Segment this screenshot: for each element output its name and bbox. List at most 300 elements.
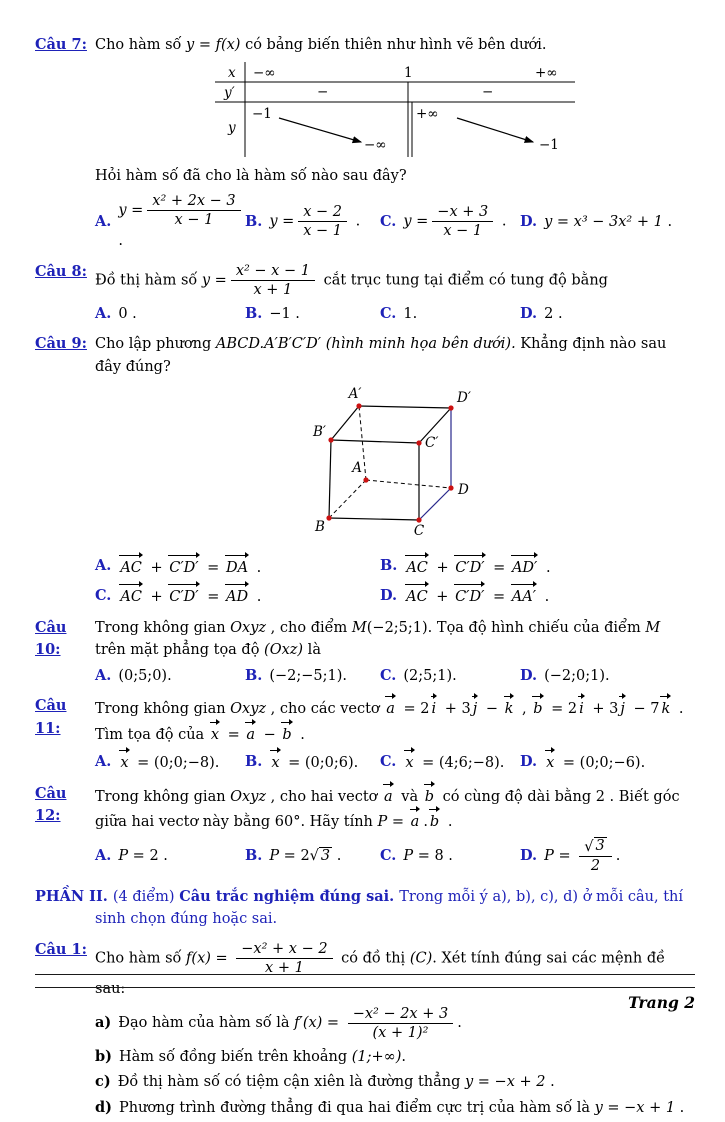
text: (2;5;1). — [403, 667, 457, 684]
vector-name: x — [210, 726, 219, 743]
vertex-dot — [448, 486, 453, 491]
option-letter: C. — [380, 666, 397, 684]
math-text: P — [118, 847, 129, 864]
vertex-dot — [416, 518, 421, 523]
text: Trong không gian — [95, 788, 231, 805]
question-7-label: Câu 7: — [35, 36, 87, 53]
math-text: y = f(x) — [186, 37, 241, 53]
text: − 7 — [628, 701, 660, 718]
option-letter: B. — [245, 304, 263, 322]
vertex-label-a: A — [352, 460, 362, 477]
math-text: y = −x + 1 — [594, 1099, 676, 1116]
text: Hàm số đồng biến trên khoảng — [119, 1048, 352, 1065]
option-a — [95, 665, 245, 687]
statement-label: b) — [95, 1047, 112, 1065]
text: . — [545, 1074, 555, 1091]
vector-name: j — [620, 701, 625, 718]
option-c — [380, 749, 520, 774]
question-9-body — [95, 333, 695, 609]
option-b — [245, 202, 380, 241]
option-a — [95, 845, 245, 867]
text: cắt trục tung tại điểm có tung độ bằng — [318, 272, 608, 289]
math-text: x − 2 — [303, 204, 343, 221]
text: Đạo hàm của hàm số là — [118, 1015, 295, 1032]
vector-name: b — [282, 726, 292, 743]
bbt-y-label: y — [228, 120, 236, 137]
text: (−2;0;1). — [544, 667, 610, 684]
text: . — [457, 1015, 462, 1032]
question-10 — [35, 617, 695, 688]
math-text: x + 1 — [265, 960, 304, 977]
text: − — [481, 701, 503, 718]
option-content — [118, 665, 171, 687]
math-text: P — [403, 847, 414, 864]
footer-rule-top — [35, 974, 695, 975]
text: . — [252, 589, 262, 606]
option-content — [118, 303, 136, 325]
text: = (0;0;−6). — [558, 755, 646, 772]
part-2-heading — [35, 886, 695, 931]
text: Cho lập phương — [95, 336, 216, 353]
math-text: (Oxz) — [264, 642, 304, 659]
option-letter: A. — [95, 304, 112, 322]
math-text: −x + 3 — [437, 204, 489, 221]
text: Trong không gian — [95, 701, 231, 718]
text: , cho điểm — [266, 619, 352, 636]
math-text: x − 1 — [443, 223, 483, 240]
vertex-dot — [326, 516, 331, 521]
math-text: −x² + x − 2 — [241, 940, 328, 957]
decrease-arrow-left — [279, 118, 361, 142]
vector-name: k — [504, 701, 514, 718]
option-b — [245, 665, 380, 687]
vector — [385, 695, 398, 720]
option-d — [520, 749, 695, 774]
option-content — [404, 583, 549, 608]
vertex-label-d: D — [458, 482, 469, 499]
vector — [545, 749, 557, 774]
text: = — [488, 559, 510, 576]
option-letter: A. — [95, 846, 112, 864]
text: . — [497, 213, 507, 230]
numerator — [432, 203, 493, 221]
text: Đồ thị hàm số — [95, 272, 202, 289]
text: . — [540, 589, 550, 606]
footer-rule-bottom — [35, 987, 695, 988]
text: , cho các vectơ — [266, 701, 385, 718]
option-letter: D. — [520, 212, 538, 230]
option-content — [403, 303, 417, 325]
page-footer — [35, 974, 695, 1012]
text: + 3 — [587, 701, 619, 718]
numerator — [231, 262, 315, 280]
variation-table — [215, 62, 575, 157]
vertex-label-b: B — [315, 519, 325, 536]
vector-name: k — [661, 701, 671, 718]
cube-vertex-labels — [312, 386, 471, 539]
text: = (0;0;−8). — [132, 755, 220, 772]
vector — [424, 783, 437, 808]
option-letter: A. — [95, 557, 112, 575]
square-root — [310, 847, 332, 865]
cube-figure — [311, 384, 479, 542]
text: + — [431, 559, 454, 576]
math-text: y = x³ − 3x² + 1 — [544, 213, 663, 230]
vector — [660, 695, 673, 720]
radical-sign-icon: √ — [584, 838, 594, 855]
numerator — [147, 192, 240, 210]
option-content — [118, 554, 261, 579]
question-11-intro — [95, 695, 695, 746]
option-content — [269, 749, 358, 774]
text: = — [387, 814, 409, 830]
text: = 2 — [546, 701, 578, 718]
option-content — [269, 202, 360, 241]
option-letter: B. — [245, 666, 263, 684]
question-11-options — [95, 749, 695, 774]
option-c — [380, 665, 520, 687]
vector-name: AD′ — [511, 559, 538, 576]
text: . — [443, 814, 453, 830]
text: (0;5;0). — [118, 667, 172, 684]
statement-c — [95, 1071, 695, 1093]
text: có cùng độ dài bằng 2 . Biết góc giữa hai vectơ này bằng 60°. Hãy tính — [95, 788, 680, 830]
text: + 3 — [440, 701, 471, 718]
vector — [405, 583, 431, 608]
fraction — [579, 837, 611, 875]
option-a — [95, 303, 245, 325]
question-10-label: Câu 10: — [35, 618, 67, 659]
option-content — [403, 845, 453, 867]
cube-solid-edges — [329, 406, 451, 520]
denominator — [432, 221, 493, 240]
option-letter: A. — [95, 212, 112, 230]
vector-name: b — [424, 788, 435, 805]
option-b — [245, 749, 380, 774]
text: = — [322, 1015, 344, 1032]
math-text: (C) — [409, 950, 433, 967]
option-content — [403, 202, 506, 241]
text: . — [401, 1048, 407, 1065]
math-text: (hình minh họa bên dưới). — [325, 336, 516, 353]
vector-name: AA′ — [511, 589, 536, 606]
fraction — [432, 203, 493, 240]
part2-question-1-label: Câu 1: — [35, 940, 87, 958]
vector — [168, 583, 201, 608]
vector-name: a — [246, 726, 256, 743]
text: Cho hàm số — [95, 950, 187, 967]
question-7-intro — [95, 34, 695, 56]
math-text: y = — [201, 272, 227, 289]
math-text: P — [377, 814, 388, 830]
question-12-label: Câu 12: — [35, 784, 67, 824]
text: . — [332, 847, 342, 864]
vector-name: C′D′ — [169, 559, 199, 576]
bbt-x-left: −∞ — [253, 65, 276, 82]
vector — [619, 695, 628, 720]
math-text: −x² − 2x + 3 — [352, 1005, 449, 1022]
denominator — [231, 280, 315, 299]
bold-text: PHẦN II. — [35, 887, 113, 905]
question-12-intro — [95, 783, 695, 834]
vector — [225, 554, 251, 579]
statement-label: c) — [95, 1073, 111, 1091]
option-content — [118, 191, 245, 253]
statement-b — [95, 1046, 695, 1068]
option-d — [520, 665, 695, 687]
text: (−2;5;1). Tọa độ hình chiếu của điểm — [366, 619, 646, 636]
vector — [504, 695, 517, 720]
question-11 — [35, 695, 695, 775]
question-9-label: Câu 9: — [35, 335, 87, 353]
statement-label: d) — [95, 1098, 112, 1116]
text: = — [202, 559, 224, 576]
vertex-label-c-prime: C′ — [425, 435, 439, 452]
math-text: x² − x − 1 — [235, 262, 310, 279]
option-content — [118, 583, 261, 608]
vector-name: C′D′ — [455, 589, 485, 606]
cube-figure-wrap — [95, 384, 695, 549]
math-text: x² + 2x − 3 — [152, 192, 236, 209]
statement-label: a) — [95, 1014, 112, 1032]
option-letter: C. — [380, 304, 397, 322]
vector-name: a — [410, 814, 420, 830]
vertex-label-b-prime: B′ — [313, 424, 326, 441]
text: − — [259, 726, 281, 743]
bbt-y-bottom-right: −1 — [539, 137, 559, 154]
vector — [431, 695, 440, 720]
radicand — [594, 837, 607, 855]
option-content — [544, 211, 672, 233]
radicand — [319, 847, 332, 865]
vector-name: x — [271, 755, 280, 772]
option-letter: B. — [380, 557, 398, 575]
question-9 — [35, 333, 695, 609]
vector-name: b — [429, 814, 440, 830]
math-text: y = — [269, 213, 295, 230]
vector — [404, 749, 416, 774]
text: −1 . — [269, 305, 300, 322]
option-content — [544, 749, 645, 774]
math-text: y = — [403, 213, 429, 230]
option-content — [403, 665, 456, 687]
question-12-body — [95, 783, 695, 877]
text: Đồ thị hàm số có tiệm cận xiên là đường thẳng — [117, 1074, 465, 1091]
option-d — [520, 303, 695, 325]
vertex-label-a-prime: A′ — [348, 386, 362, 403]
vertex-label-c: C — [413, 523, 425, 540]
question-8 — [35, 261, 695, 327]
option-content — [404, 554, 550, 579]
text: = — [202, 589, 224, 606]
text: và — [396, 788, 423, 805]
vertex-dot — [328, 438, 333, 443]
vector-name: a — [384, 788, 393, 805]
text: + — [145, 559, 168, 576]
vector — [225, 583, 251, 608]
text: = (0;0;6). — [283, 755, 359, 772]
vector — [454, 554, 487, 579]
option-c — [380, 202, 520, 241]
bold-text: Câu trắc nghiệm đúng sai. — [179, 887, 400, 905]
option-letter: D. — [520, 752, 538, 770]
bbt-yprime-right: − — [482, 84, 494, 101]
option-letter: A. — [95, 752, 112, 770]
text: . Tìm tọa độ của — [95, 701, 684, 743]
text: Hỏi hàm số đã cho là hàm số nào sau đây? — [95, 168, 407, 185]
text: là — [303, 642, 321, 659]
option-c — [380, 303, 520, 325]
math-text: ABCD.A′B′C′D′ — [215, 336, 322, 353]
question-10-intro — [95, 617, 695, 662]
bbt-y-bottom-left: −∞ — [364, 137, 387, 154]
question-8-options — [95, 303, 695, 325]
math-text: f′(x) — [294, 1015, 323, 1032]
option-content — [544, 665, 610, 687]
math-text: Oxyz — [230, 701, 267, 718]
part2-question-1 — [35, 939, 695, 1122]
vector — [511, 583, 539, 608]
vector — [168, 554, 201, 579]
text: + — [431, 589, 454, 606]
option-content — [269, 303, 300, 325]
math-text: f(x) — [186, 950, 211, 967]
option-letter: B. — [245, 212, 263, 230]
text: = — [210, 950, 233, 967]
vector — [383, 783, 396, 808]
option-d — [380, 583, 695, 608]
denominator — [579, 856, 611, 875]
denominator — [298, 221, 347, 240]
math-text: 2 — [590, 857, 601, 874]
option-content — [118, 845, 168, 867]
vector — [429, 808, 442, 833]
question-12 — [35, 783, 695, 877]
vertex-label-d-prime: D′ — [457, 390, 471, 407]
text: 1. — [403, 305, 418, 322]
vector-name: i — [431, 701, 437, 718]
question-7-options — [95, 191, 695, 253]
cube-hidden-edges — [329, 406, 451, 518]
option-b — [245, 303, 380, 325]
statement-content — [118, 1074, 555, 1090]
question-9-options — [95, 554, 695, 609]
text: Cho hàm số — [95, 37, 187, 53]
math-text: Oxyz — [230, 619, 267, 636]
vector-name: AC — [406, 559, 428, 576]
question-9-intro — [95, 333, 695, 378]
statement-content — [119, 1100, 684, 1116]
vector-name: AC — [120, 589, 142, 606]
vector-name: AC — [406, 589, 428, 606]
square-root — [584, 837, 606, 855]
vector — [405, 554, 431, 579]
option-content — [544, 303, 562, 325]
option-a — [95, 191, 245, 253]
math-text: M — [645, 619, 661, 636]
vector-name: i — [579, 701, 584, 718]
vector-name: a — [386, 701, 395, 718]
vertex-dot — [356, 404, 361, 409]
math-text: x − 1 — [174, 212, 214, 229]
vector — [210, 721, 222, 746]
math-text: y = −x + 2 — [465, 1074, 546, 1091]
option-content — [269, 665, 347, 687]
text: có đồ thị — [336, 950, 410, 967]
vector-name: x — [405, 755, 414, 772]
option-d — [520, 836, 695, 876]
vertex-dot — [448, 406, 453, 411]
text: Khẳng định nào sau đây đúng? — [95, 336, 667, 375]
vector — [245, 721, 258, 746]
math-text: M — [351, 619, 367, 636]
vector-name: x — [120, 755, 129, 772]
text: . Xét tính đúng sai các mệnh đề sau: — [95, 950, 666, 998]
text: . — [351, 213, 361, 230]
text: Phương trình đường thẳng đi qua hai điểm cực trị của hàm số là — [119, 1099, 595, 1116]
text: , — [517, 701, 532, 718]
text: . — [423, 814, 428, 830]
math-text: P — [544, 848, 554, 865]
vector — [532, 695, 545, 720]
option-letter: D. — [520, 304, 538, 322]
statement-content — [118, 1005, 462, 1041]
vector — [472, 695, 481, 720]
question-7-body — [95, 34, 695, 254]
fraction — [298, 203, 347, 240]
vector — [119, 583, 145, 608]
text: có bảng biến thiên như hình vẽ bên dưới. — [240, 37, 547, 53]
option-letter: D. — [520, 666, 538, 684]
vector-name: x — [546, 755, 555, 772]
option-b — [380, 554, 695, 579]
option-c — [95, 583, 380, 608]
math-text: (x + 1)² — [372, 1024, 429, 1041]
option-a — [95, 749, 245, 774]
question-12-options — [95, 836, 695, 876]
option-content — [269, 845, 341, 867]
vector — [281, 721, 294, 746]
page-number: Trang 2 — [628, 993, 695, 1012]
question-10-options — [95, 665, 695, 687]
bbt-x-mid: 1 — [404, 65, 413, 82]
text: = — [223, 726, 245, 743]
text: = 2 . — [128, 847, 168, 864]
option-letter: B. — [245, 846, 263, 864]
math-text: P — [269, 847, 280, 864]
text: = (4;6;−8). — [417, 755, 505, 772]
option-b — [245, 845, 380, 867]
text: . — [295, 726, 305, 743]
vector — [410, 808, 423, 833]
question-8-body — [95, 261, 695, 327]
numerator — [579, 837, 611, 855]
fraction — [231, 262, 315, 299]
option-d — [520, 211, 695, 233]
decrease-arrow-right — [457, 118, 533, 142]
text: . — [252, 559, 262, 576]
option-letter: D. — [380, 586, 398, 604]
vector-name: AC — [120, 559, 142, 576]
option-letter: A. — [95, 666, 112, 684]
question-7-ask — [95, 165, 695, 187]
text: = — [553, 848, 576, 865]
math-text: (1;+∞) — [351, 1048, 402, 1065]
text: + — [145, 589, 168, 606]
question-11-body — [95, 695, 695, 775]
option-letter: C. — [95, 586, 112, 604]
vector — [578, 695, 587, 720]
